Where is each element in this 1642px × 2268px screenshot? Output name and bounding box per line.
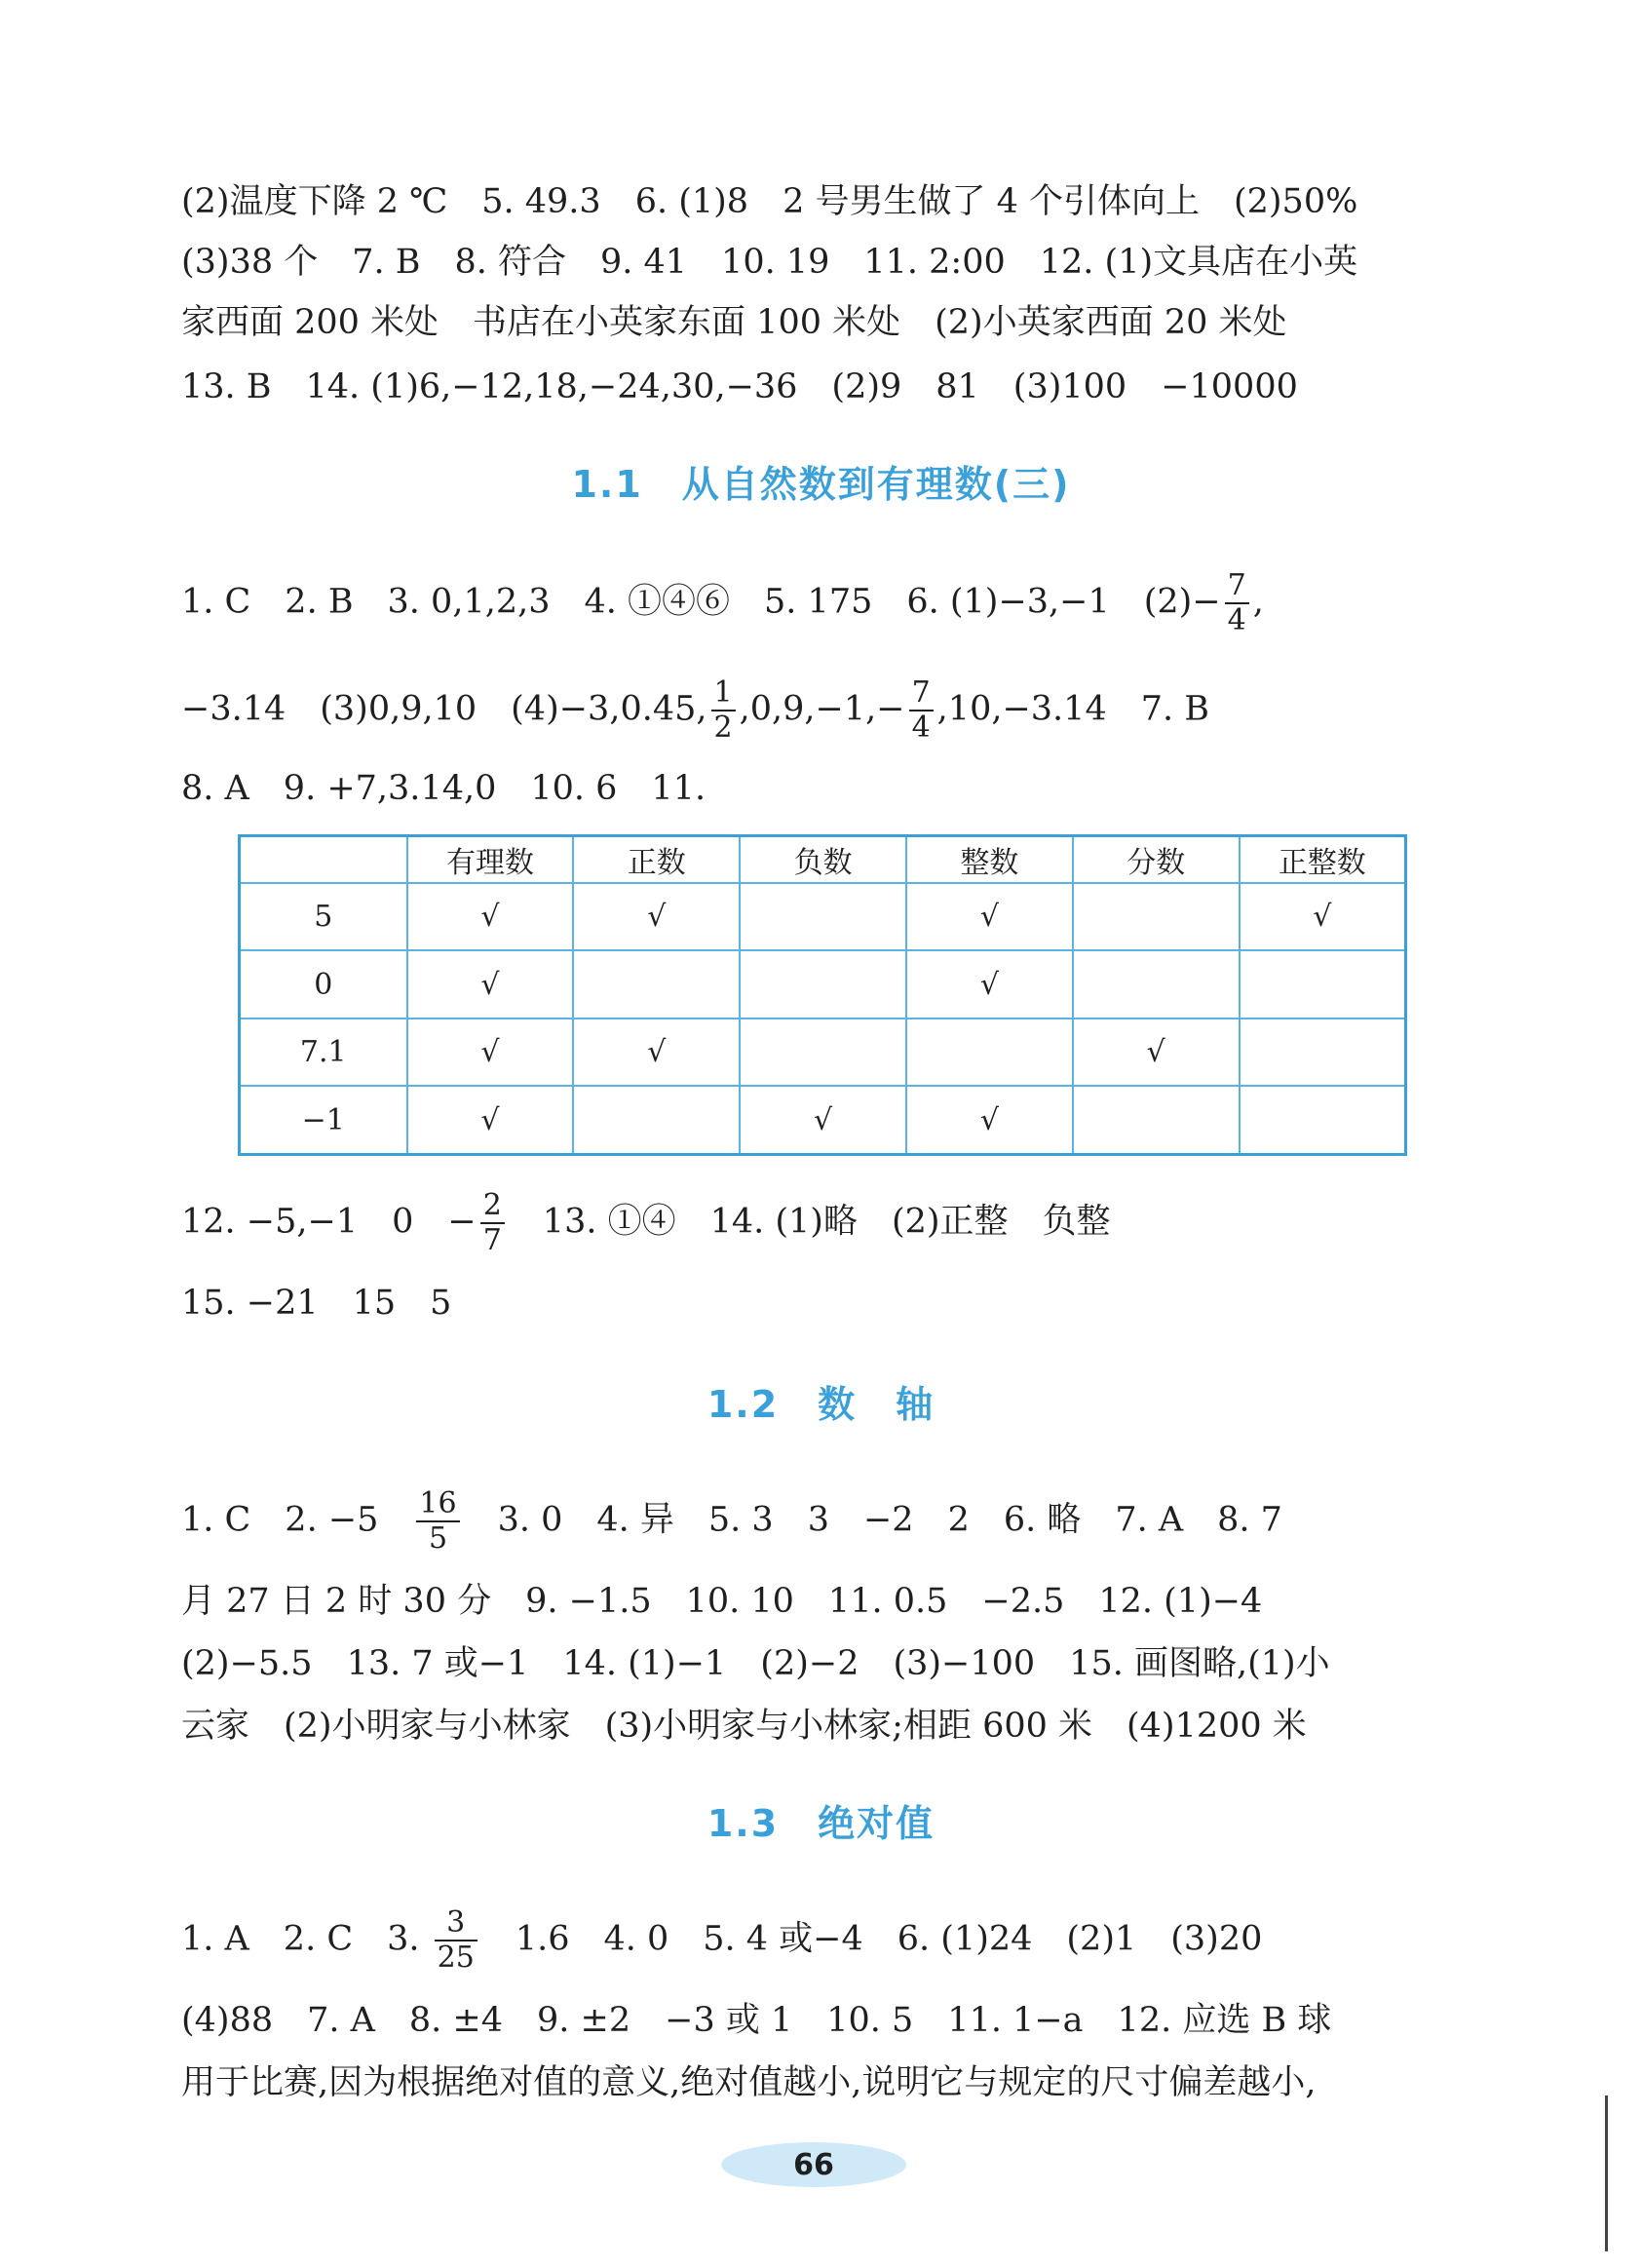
answer-table xyxy=(238,834,1407,1156)
table-cell: √ xyxy=(407,950,574,1018)
fraction: $\frac{7}{4}$ xyxy=(1225,569,1249,637)
page-edge-line xyxy=(1605,2095,1608,2251)
answer-line: (3)38 个 7. B 8. 符合 9. 41 10. 19 11. 2:00 12. (1)文具店在小英 xyxy=(181,243,1358,282)
table-row xyxy=(240,883,1406,950)
page-number-badge xyxy=(721,2142,906,2187)
answer-line: 云家 (2)小明家与小林家 (3)小明家与小林家;相距 600 米 (4)1200 米 xyxy=(181,1707,1307,1746)
fraction: $\frac{3}{25}$ xyxy=(435,1906,477,1975)
fraction: $\frac{1}{2}$ xyxy=(711,676,736,745)
table-cell: √ xyxy=(573,883,740,950)
section-title: 1.1 从自然数到有理数(三) xyxy=(571,463,1071,506)
table-cell: √ xyxy=(1240,883,1406,950)
table-cell xyxy=(1073,1086,1240,1154)
answer-line: 1. C 2. −5 $\frac{16}{5}$ 3. 0 4. 异 5. 3 3 −2 2 6. 略 7. A 8. 7 xyxy=(181,1486,1282,1556)
table-header-cell: 分数 xyxy=(1073,836,1240,884)
table-cell xyxy=(740,883,906,950)
fraction: $\frac{2}{7}$ xyxy=(480,1189,505,1257)
table-cell: √ xyxy=(1073,1019,1240,1086)
answer-line: 家西面 200 米处 书店在小英家东面 100 米处 (2)小英家西面 20 米处 xyxy=(181,303,1287,342)
table-cell: 0 xyxy=(240,950,407,1018)
answer-line: (4)88 7. A 8. ±4 9. ±2 −3 或 1 10. 5 11. 1−a 12. 应选 B 球 xyxy=(181,2001,1332,2040)
answer-line: (2)−5.5 13. 7 或−1 14. (1)−1 (2)−2 (3)−100 15. 画图略,(1)小 xyxy=(181,1644,1330,1683)
table-cell xyxy=(1240,1019,1406,1086)
fraction: $\frac{16}{5}$ xyxy=(416,1487,459,1556)
table-header-cell: 正整数 xyxy=(1240,836,1406,884)
table-cell xyxy=(573,1086,740,1154)
answer-line: 15. −21 15 5 xyxy=(181,1284,452,1323)
table-row xyxy=(240,1019,1406,1086)
table-cell: √ xyxy=(407,883,574,950)
table-header-cell: 正数 xyxy=(573,836,740,884)
answer-line: 8. A 9. +7,3.14,0 10. 6 11. xyxy=(181,769,706,808)
table-cell: √ xyxy=(906,1086,1073,1154)
table-cell xyxy=(1073,950,1240,1018)
table-row xyxy=(240,1086,1406,1154)
table-cell: √ xyxy=(573,1019,740,1086)
answer-line: 用于比赛,因为根据绝对值的意义,绝对值越小,说明它与规定的尺寸偏差越小, xyxy=(181,2063,1317,2102)
answer-line: 13. B 14. (1)6,−12,18,−24,30,−36 (2)9 81 (3)100 −10000 xyxy=(181,367,1298,406)
table-cell xyxy=(1240,1086,1406,1154)
table-cell: √ xyxy=(906,950,1073,1018)
section-title: 1.3 绝对值 xyxy=(706,1802,936,1845)
table-cell xyxy=(740,950,906,1018)
table-cell: √ xyxy=(407,1086,574,1154)
table-cell: 7.1 xyxy=(240,1019,407,1086)
answer-line: 12. −5,−1 0 − $\frac{2}{7}$ 13. ①④ 14. (1)略 (2)正整 负整 xyxy=(181,1188,1111,1257)
table-header-cell: 负数 xyxy=(740,836,906,884)
table-cell xyxy=(740,1019,906,1086)
table-header-cell: 整数 xyxy=(906,836,1073,884)
answer-line: 1. C 2. B 3. 0,1,2,3 4. ①④⑥ 5. 175 6. (1)−3,−1 (2)− $\frac{7}{4}$ , xyxy=(181,568,1264,637)
fraction: $\frac{7}{4}$ xyxy=(909,676,934,745)
table-header-cell xyxy=(240,836,407,884)
table-cell xyxy=(573,950,740,1018)
table-cell: √ xyxy=(407,1019,574,1086)
table-cell: √ xyxy=(740,1086,906,1154)
section-title: 1.2 数 轴 xyxy=(706,1383,936,1426)
table-cell xyxy=(1073,883,1240,950)
table-cell: −1 xyxy=(240,1086,407,1154)
answer-line: −3.14 (3)0,9,10 (4)−3,0.45, $\frac{1}{2}$ ,0,9,−1,− $\frac{7}{4}$ ,10,−3.14 7. B xyxy=(181,675,1209,745)
page-number: 66 xyxy=(793,2148,834,2182)
answer-line: 月 27 日 2 时 30 分 9. −1.5 10. 10 11. 0.5 −2.5 12. (1)−4 xyxy=(181,1582,1263,1621)
answer-line: (2)温度下降 2 ℃ 5. 49.3 6. (1)8 2 号男生做了 4 个引体向上 (2)50% xyxy=(181,182,1358,221)
table-cell: √ xyxy=(906,883,1073,950)
table-cell: 5 xyxy=(240,883,407,950)
table-cell xyxy=(906,1019,1073,1086)
table-header-row xyxy=(240,836,1406,884)
table-header-cell: 有理数 xyxy=(407,836,574,884)
table-row xyxy=(240,950,1406,1018)
table-cell xyxy=(1240,950,1406,1018)
answer-line: 1. A 2. C 3. $\frac{3}{25}$ 1.6 4. 0 5. 4 或−4 6. (1)24 (2)1 (3)20 xyxy=(181,1905,1263,1975)
